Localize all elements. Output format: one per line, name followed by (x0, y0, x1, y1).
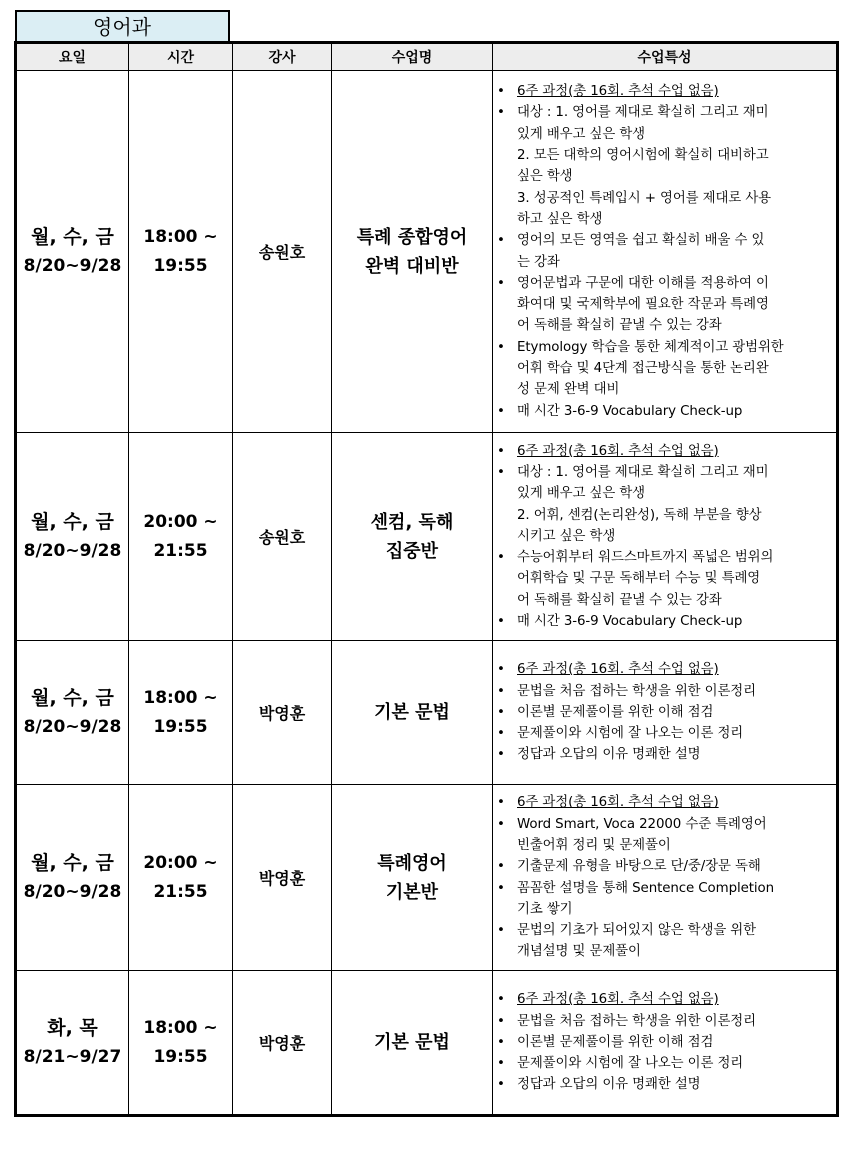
course-cell (332, 433, 493, 641)
bullet-icon: • (497, 1077, 505, 1093)
feature-item (493, 401, 836, 422)
feature-text: 대상 : 1. 영어를 제대로 확실히 그리고 재미 (517, 464, 769, 480)
header-time: 시간 (129, 43, 233, 71)
feature-item (493, 81, 836, 102)
time-start: 20:00 ~ (143, 852, 218, 873)
bullet-icon: • (497, 816, 505, 832)
time-end: 19:55 (153, 255, 208, 276)
feature-text: 어 독해를 확실히 끝낼 수 있는 강좌 (517, 592, 722, 608)
instructor-name: 박영훈 (258, 869, 306, 888)
header-instructor: 강사 (233, 43, 332, 71)
feature-text: 이론별 문제풀이를 위한 이해 점검 (517, 704, 714, 720)
instructor-cell (233, 785, 332, 971)
feature-text: 이론별 문제풀이를 위한 이해 점검 (517, 1034, 714, 1050)
feature-item (493, 462, 836, 483)
department-tab: 영어과 (15, 10, 230, 41)
feature-item (493, 379, 836, 400)
bullet-icon: • (497, 233, 505, 249)
feature-text: 문제풀이와 시험에 잘 나오는 이론 정리 (517, 1056, 744, 1072)
feature-item (493, 166, 836, 187)
feature-text: 6주 과정(총 16회. 추석 수업 없음) (517, 662, 719, 678)
feature-list (493, 792, 836, 962)
feature-item (493, 483, 836, 504)
instructor-name: 박영훈 (258, 1034, 306, 1053)
bullet-icon: • (497, 704, 505, 720)
feature-item (493, 814, 836, 835)
feature-item (493, 145, 836, 166)
instructor-cell (233, 971, 332, 1116)
schedule-row (16, 71, 838, 433)
time-cell (129, 433, 233, 641)
features-cell (493, 641, 838, 785)
feature-item (493, 590, 836, 611)
feature-item (493, 188, 836, 209)
schedule-row (16, 641, 838, 785)
feature-text: 개념설명 및 문제풀이 (517, 944, 641, 960)
feature-item (493, 124, 836, 145)
feature-text: 3. 성공적인 특례입시 + 영어를 제대로 사용 (517, 190, 771, 206)
feature-item (493, 744, 836, 765)
bullet-icon: • (497, 464, 505, 480)
header-course: 수업명 (332, 43, 493, 71)
feature-text: 하고 싶은 학생 (517, 211, 603, 227)
feature-list (493, 989, 836, 1095)
class-days: 월, 수, 금 (31, 686, 114, 709)
features-cell (493, 71, 838, 433)
feature-text: 싶은 학생 (517, 169, 573, 185)
feature-text: 화여대 및 국제학부에 필요한 작문과 특례영 (517, 297, 769, 313)
course-name-line2: 기본반 (385, 881, 439, 903)
feature-item (493, 941, 836, 962)
features-cell (493, 433, 838, 641)
time-end: 21:55 (153, 540, 208, 561)
bullet-icon: • (497, 1034, 505, 1050)
bullet-icon: • (497, 1056, 505, 1072)
feature-text: 6주 과정(총 16회. 추석 수업 없음) (517, 443, 719, 459)
feature-item (493, 315, 836, 336)
instructor-cell (233, 71, 332, 433)
feature-item (493, 681, 836, 702)
instructor-name: 송원호 (258, 528, 306, 547)
feature-text: 대상 : 1. 영어를 제대로 확실히 그리고 재미 (517, 105, 769, 121)
feature-text: 성 문제 완벽 대비 (517, 382, 620, 398)
course-cell (332, 971, 493, 1116)
class-days: 월, 수, 금 (31, 225, 114, 248)
feature-text: 정답과 오답의 이유 명쾌한 설명 (517, 1077, 701, 1093)
course-name-line1: 특례영어 (377, 852, 447, 874)
time-end: 19:55 (153, 716, 208, 737)
course-cell (332, 785, 493, 971)
time-cell (129, 971, 233, 1116)
instructor-cell (233, 433, 332, 641)
schedule-row (16, 433, 838, 641)
bullet-icon: • (497, 550, 505, 566)
feature-text: 어휘 학습 및 4단계 접근방식을 통한 논리완 (517, 360, 769, 376)
bullet-icon: • (497, 795, 505, 811)
feature-text: 꼼꼼한 설명을 통해 Sentence Completion (517, 880, 775, 896)
bullet-icon: • (497, 726, 505, 742)
time-start: 20:00 ~ (143, 511, 218, 532)
feature-item (493, 1074, 836, 1095)
day-cell (16, 641, 129, 785)
feature-text: 2. 어휘, 센컴(논리완성), 독해 부분을 향상 (517, 507, 762, 523)
feature-item (493, 611, 836, 632)
feature-text: 어 독해를 확실히 끝낼 수 있는 강좌 (517, 318, 722, 334)
feature-list (493, 659, 836, 765)
feature-item (493, 1011, 836, 1032)
feature-text: 기출문제 유형을 바탕으로 단/중/장문 독해 (517, 859, 761, 875)
feature-text: 수능어휘부터 워드스마트까지 폭넓은 범위의 (517, 550, 774, 566)
feature-item (493, 702, 836, 723)
feature-item (493, 252, 836, 273)
features-cell (493, 971, 838, 1116)
header-day: 요일 (16, 43, 129, 71)
feature-item (493, 835, 836, 856)
feature-item (493, 792, 836, 813)
feature-item (493, 505, 836, 526)
feature-text: 매 시간 3-6-9 Vocabulary Check-up (517, 403, 743, 419)
bullet-icon: • (497, 880, 505, 896)
feature-item (493, 878, 836, 899)
bullet-icon: • (497, 339, 505, 355)
class-dates: 8/21~9/27 (23, 1046, 122, 1067)
feature-text: 2. 모든 대학의 영어시험에 확실히 대비하고 (517, 148, 769, 164)
schedule-row (16, 785, 838, 971)
features-cell (493, 785, 838, 971)
feature-list (493, 81, 836, 422)
feature-text: 매 시간 3-6-9 Vocabulary Check-up (517, 614, 743, 630)
feature-text: 시키고 싶은 학생 (517, 528, 616, 544)
feature-text: 문제풀이와 시험에 잘 나오는 이론 정리 (517, 726, 744, 742)
time-start: 18:00 ~ (143, 226, 218, 247)
bullet-icon: • (497, 662, 505, 678)
time-end: 19:55 (153, 1046, 208, 1067)
day-cell (16, 433, 129, 641)
feature-text: 6주 과정(총 16회. 추석 수업 없음) (517, 84, 719, 100)
feature-item (493, 358, 836, 379)
course-name-line2: 집중반 (385, 540, 439, 562)
class-dates: 8/20~9/28 (23, 881, 122, 902)
time-cell (129, 641, 233, 785)
class-days: 화, 목 (47, 1016, 98, 1039)
course-name-line1: 기본 문법 (374, 702, 450, 723)
feature-text: Word Smart, Voca 22000 수준 특례영어 (517, 816, 767, 832)
bullet-icon: • (497, 275, 505, 291)
bullet-icon: • (497, 859, 505, 875)
feature-text: 있게 배우고 싶은 학생 (517, 486, 645, 502)
class-days: 월, 수, 금 (31, 510, 114, 533)
header-features: 수업특성 (493, 43, 838, 71)
feature-item (493, 102, 836, 123)
feature-item (493, 209, 836, 230)
feature-item (493, 337, 836, 358)
feature-text: 기초 쌓기 (517, 901, 573, 917)
feature-item (493, 856, 836, 877)
instructor-cell (233, 641, 332, 785)
feature-item (493, 659, 836, 680)
class-days: 월, 수, 금 (31, 851, 114, 874)
feature-text: 6주 과정(총 16회. 추석 수업 없음) (517, 795, 719, 811)
feature-list (493, 441, 836, 633)
instructor-name: 박영훈 (258, 704, 306, 723)
feature-text: 문법의 기초가 되어있지 않은 학생을 위한 (517, 923, 756, 939)
time-end: 21:55 (153, 881, 208, 902)
feature-item (493, 1053, 836, 1074)
feature-text: 어휘학습 및 구문 독해부터 수능 및 특례영 (517, 571, 761, 587)
feature-text: 있게 배우고 싶은 학생 (517, 126, 645, 142)
feature-item (493, 273, 836, 294)
feature-item (493, 441, 836, 462)
course-name-line2: 완벽 대비반 (365, 255, 459, 277)
class-schedule-table (14, 41, 839, 1117)
course-cell (332, 641, 493, 785)
class-dates: 8/20~9/28 (23, 540, 122, 561)
schedule-row (16, 971, 838, 1116)
feature-text: 정답과 오답의 이유 명쾌한 설명 (517, 747, 701, 763)
bullet-icon: • (497, 105, 505, 121)
time-cell (129, 785, 233, 971)
feature-text: 영어문법과 구문에 대한 이해를 적용하여 이 (517, 275, 769, 291)
feature-item (493, 526, 836, 547)
time-cell (129, 71, 233, 433)
bullet-icon: • (497, 923, 505, 939)
day-cell (16, 971, 129, 1116)
feature-text: 문법을 처음 접하는 학생을 위한 이론정리 (517, 1013, 756, 1029)
instructor-name: 송원호 (258, 243, 306, 262)
feature-item (493, 723, 836, 744)
bullet-icon: • (497, 992, 505, 1008)
feature-item (493, 899, 836, 920)
time-start: 18:00 ~ (143, 1017, 218, 1038)
feature-item (493, 989, 836, 1010)
feature-item (493, 547, 836, 568)
feature-text: 영어의 모든 영역을 쉽고 확실히 배울 수 있 (517, 233, 765, 249)
bullet-icon: • (497, 1013, 505, 1029)
feature-text: 6주 과정(총 16회. 추석 수업 없음) (517, 992, 719, 1008)
bullet-icon: • (497, 683, 505, 699)
feature-item (493, 920, 836, 941)
bullet-icon: • (497, 747, 505, 763)
bullet-icon: • (497, 84, 505, 100)
feature-item (493, 294, 836, 315)
class-dates: 8/20~9/28 (23, 716, 122, 737)
feature-text: Etymology 학습을 통한 체계적이고 광범위한 (517, 339, 784, 355)
time-start: 18:00 ~ (143, 687, 218, 708)
feature-item (493, 1032, 836, 1053)
day-cell (16, 71, 129, 433)
course-name-line1: 센컴, 독해 (370, 511, 454, 533)
day-cell (16, 785, 129, 971)
feature-text: 문법을 처음 접하는 학생을 위한 이론정리 (517, 683, 756, 699)
feature-text: 는 강좌 (517, 254, 560, 270)
bullet-icon: • (497, 443, 505, 459)
course-cell (332, 71, 493, 433)
feature-item (493, 568, 836, 589)
feature-text: 빈출어휘 정리 및 문제풀이 (517, 837, 671, 853)
header-row (16, 43, 838, 71)
feature-item (493, 230, 836, 251)
bullet-icon: • (497, 614, 505, 630)
course-name-line1: 특례 종합영어 (356, 226, 468, 248)
bullet-icon: • (497, 403, 505, 419)
course-name-line1: 기본 문법 (374, 1032, 450, 1053)
class-dates: 8/20~9/28 (23, 255, 122, 276)
